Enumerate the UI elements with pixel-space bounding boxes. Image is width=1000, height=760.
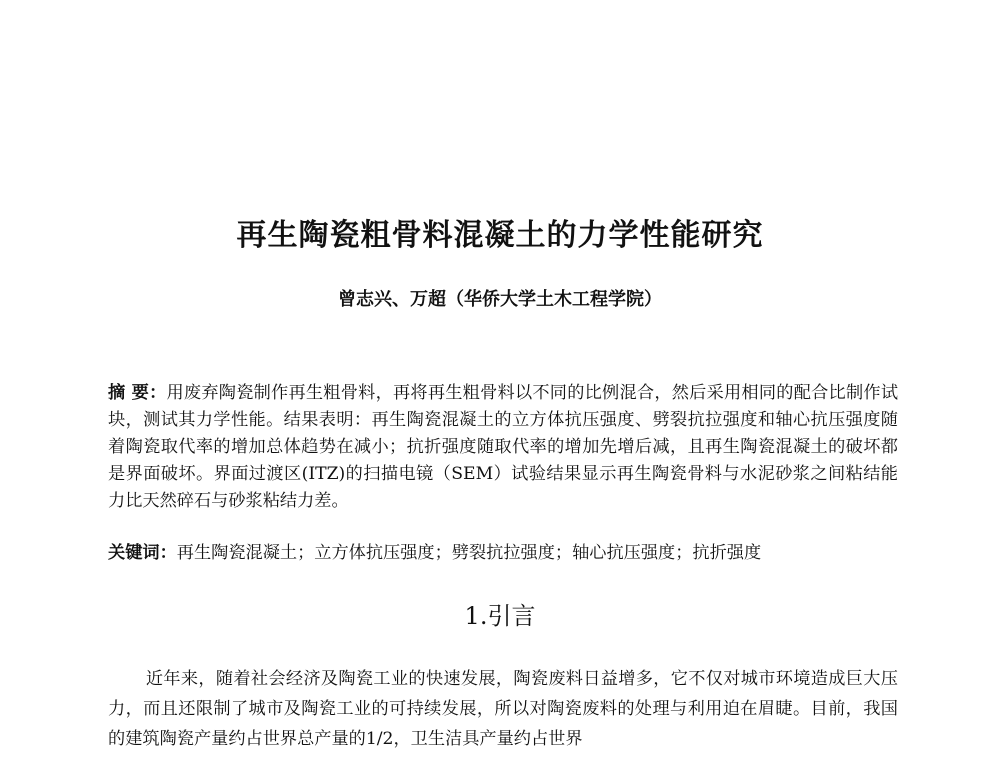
keywords-line [108, 540, 898, 567]
introduction-paragraph: 近年来，随着社会经济及陶瓷工业的快速发展，陶瓷废料日益增多，它不仅对城市环境造成巨大压力，而且还限制了城市及陶瓷工业的可持续发展，所以对陶瓷废料的处理与利用迫在眉睫。目前，我国的建筑陶瓷产量约占世界总产量的1/2，卫生洁具产量约占世界 [108, 669, 898, 749]
keywords-text: 再生陶瓷混凝土；立方体抗压强度；劈裂抗拉强度；轴心抗压强度；抗折强度 [176, 543, 762, 563]
paper-title: 再生陶瓷粗骨料混凝土的力学性能研究 [236, 218, 764, 253]
paper-authors: 曾志兴、万超（华侨大学土木工程学院） [338, 289, 662, 310]
abstract-label: 摘 要： [108, 383, 167, 403]
section-heading-introduction: 1.引言 [464, 602, 536, 630]
abstract-paragraph [108, 380, 898, 515]
abstract-text: 用废弃陶瓷制作再生粗骨料，再将再生粗骨料以不同的比例混合，然后采用相同的配合比制作试块，测试其力学性能。结果表明：再生陶瓷混凝土的立方体抗压强度、劈裂抗拉强度和轴心抗压强度随着陶瓷取代率的增加总体趋势在减小；抗折强度随取代率的增加先增后减，且再生陶瓷混凝土的破坏都是界面破坏。界面过渡区(ITZ)的扫描电镜（SEM）试验结果显示再生陶瓷骨料与水泥砂浆之间粘结能力比天然碎石与砂浆粘结力差。 [108, 383, 899, 511]
keywords-label: 关键词： [108, 543, 177, 563]
